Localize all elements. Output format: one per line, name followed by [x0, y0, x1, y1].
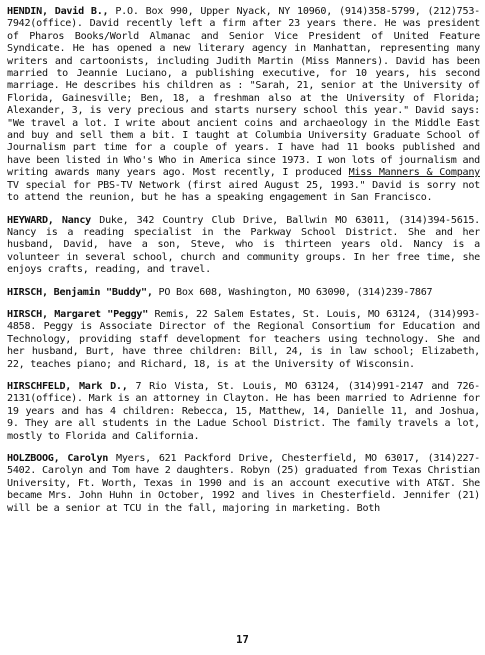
- underlined-title: Miss Manners & Company: [348, 167, 480, 179]
- entry-name: HEYWARD, Nancy: [7, 214, 92, 226]
- entry-text: 7 Rio Vista, St. Louis, MO 63124, (314)991-2147 and 726-2131(office). Mark is an attorney in Clayton. He has been married to Adrienne for 19 years and has 4 children: Rebecca, 15, Matthew, 14, Danielle 11, and Joshua, 9. They are all students in the Ladue School District. The family travels a lot, mostly to Florida and California.: [7, 380, 480, 442]
- entry-heyward: [7, 215, 480, 277]
- page-number: 17: [236, 634, 249, 646]
- entry-name: HOLZBOOG, Carolyn: [7, 453, 109, 464]
- entry-name: HENDIN, David B.,: [7, 6, 109, 17]
- entry-name: HIRSCH, Margaret "Peggy": [7, 308, 149, 320]
- entry-text: Duke, 342 Country Club Drive, Ballwin MO 63011, (314)394-5615. Nancy is a reading specialist in the Parkway School District. She and her husband, David, have a son, Steve, who is thirteen years old. Nancy is a volunteer in several school, church and community groups. In her free time, she enjoys crafts, reading, and travel.: [7, 214, 481, 276]
- entry-hendin: [7, 6, 480, 205]
- entry-hirsch-benjamin: [7, 287, 480, 299]
- entry-holzboog: [7, 453, 480, 515]
- entry-text: P.O. Box 990, Upper Nyack, NY 10960, (914)358-5799, (212)753-7942(office). David recently left a firm after 23 years there. He was president of Pharos Books/World Almanac and Senior Vice President of United Feature Syndicate. He has opened a new literary agency in Manhattan, representing many writers and cartoonists, including Judith Martin (Miss Manners). David has been married to Jeannie Luciano, a publishing executive, for 10 years, his second marriage. He describes his children as : "Sarah, 21, senior at the University of Florida, Gainesville; Ben, 18, a freshman also at the University of Florida; Alexander, 3, is very precious and starts nursery school this year." David says: "We travel a lot. I write about ancient coins and archaeology in the Middle East and buy and sell them a bit. I taught at Columbia University Graduate School of Journalism part time for a couple of years. I have had 11 books published and have been listed in Who's Who in America since 1973. I won lots of journalism and writing awards many years ago. Most recently, I produced: [7, 6, 480, 179]
- entry-hirsch-margaret: [7, 309, 480, 371]
- entry-text: PO Box 608, Washington, MO 63090, (314)239-7867: [158, 286, 433, 298]
- entry-name: HIRSCHFELD, Mark D.,: [7, 380, 128, 392]
- document-page: [7, 6, 480, 646]
- entry-text: Remis, 22 Salem Estates, St. Louis, MO 63124, (314)993-4858. Peggy is Associate Director of the Regional Consortium for Education and Technology, providing staff development for teachers using technology. She and her husband, Burt, have three children: Bill, 24, is in law school; Elizabeth, 22, teaches piano; and Richard, 18, is at the University of Wisconsin.: [7, 308, 480, 370]
- entry-text-continued: TV special for PBS-TV Network (first aired August 25, 1993." David is sorry not to attend the reunion, but he has a speaking engagement in San Francisco.: [7, 179, 480, 204]
- entry-text: Myers, 621 Packford Drive, Chesterfield, MO 63017, (314)227-5402. Carolyn and Tom have 2 daughters. Robyn (25) graduated from Texas Christian University, Ft. Worth, Texas in 1990 and is an account executive with AT&T. She became Mrs. John Huhn in October, 1992 and lives in Chesterfield. Jennifer (21) will be a senior at TCU in the fall, majoring in marketing. Both: [7, 453, 481, 514]
- entry-name: HIRSCH, Benjamin "Buddy",: [7, 286, 153, 298]
- entry-hirschfeld: [7, 381, 480, 443]
